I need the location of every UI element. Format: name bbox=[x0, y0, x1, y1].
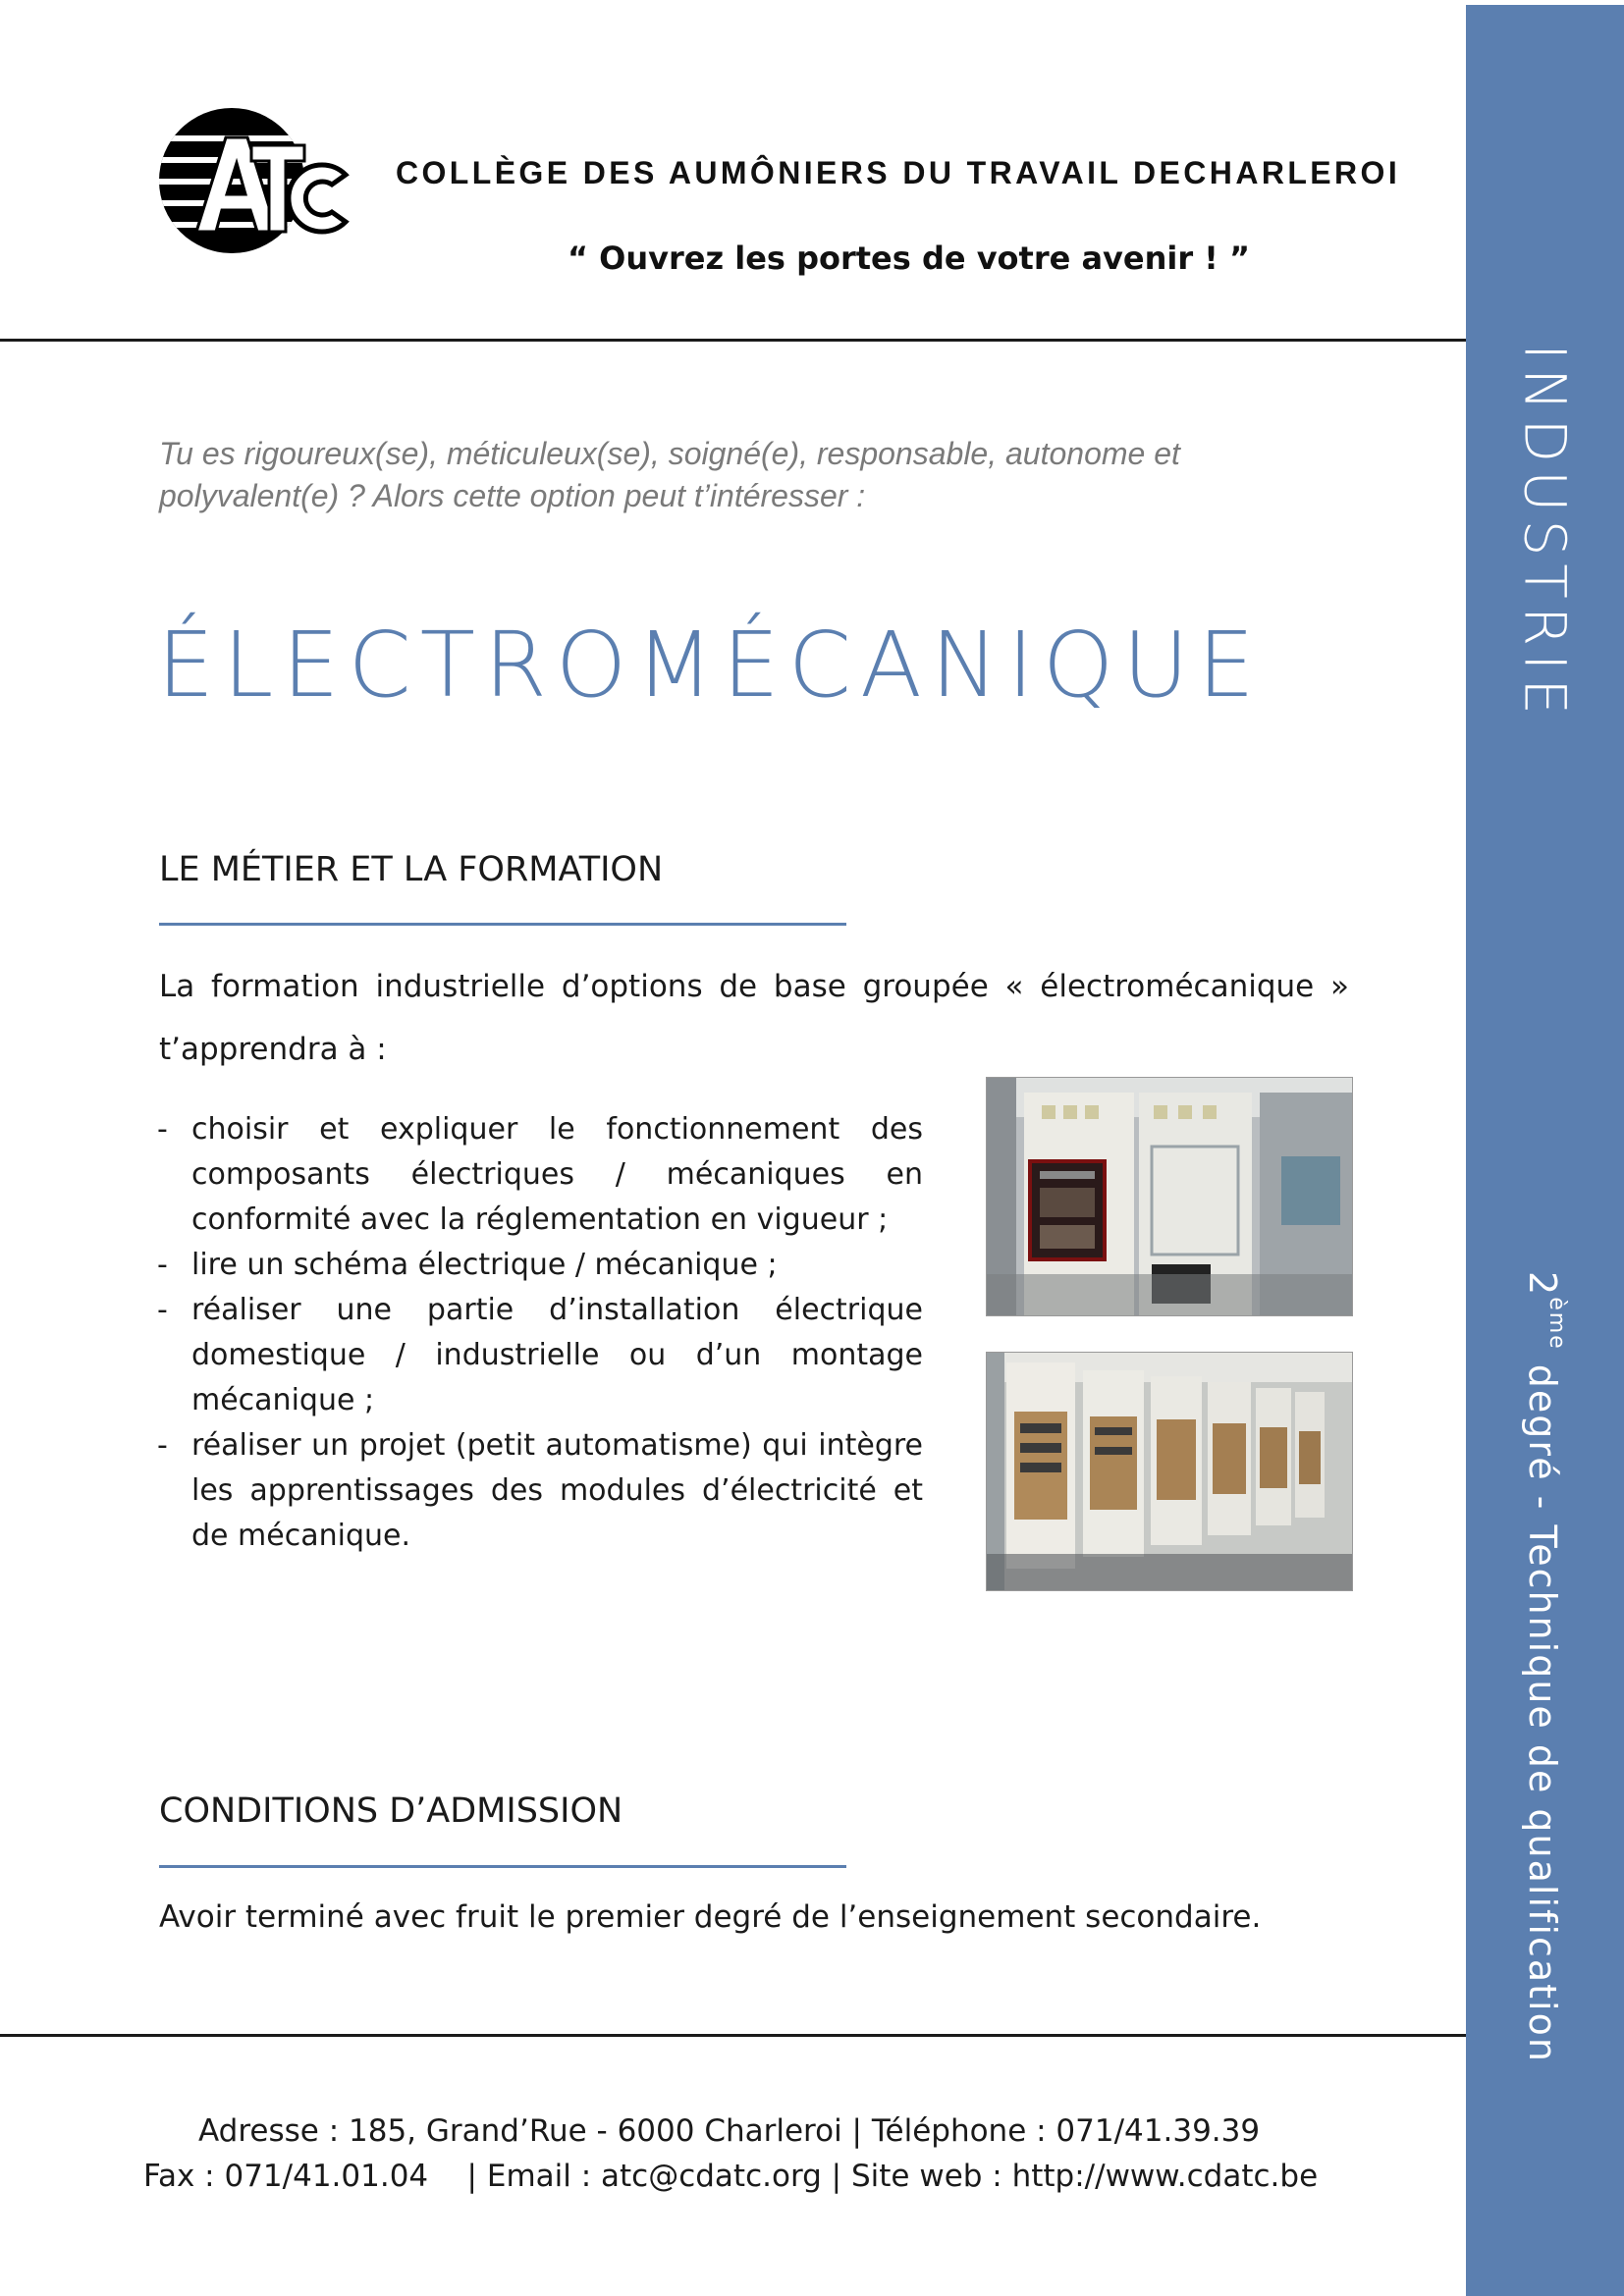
degree-sup: ème bbox=[1543, 1297, 1569, 1351]
footer-address: Adresse : 185, Grand’Rue - 6000 Charleroi | Téléphone : 071/41.39.39 bbox=[198, 2113, 1261, 2149]
side-degree-label bbox=[1521, 1271, 1569, 2063]
side-category-label: INDUSTRIE bbox=[1511, 344, 1579, 722]
admission-heading-underline bbox=[159, 1865, 846, 1868]
bullet-marker: - bbox=[157, 1293, 168, 1327]
training-heading: LE MÉTIER ET LA FORMATION bbox=[159, 850, 664, 889]
training-cabinets-photo bbox=[986, 1352, 1353, 1591]
training-heading-underline bbox=[159, 923, 846, 926]
bullet-marker: - bbox=[157, 1428, 168, 1463]
degree-number: 2 bbox=[1521, 1271, 1565, 1298]
electrical-panels-photo bbox=[986, 1077, 1353, 1316]
page-title: ÉLECTROMÉCANIQUE bbox=[157, 613, 1264, 718]
list-item-text: lire un schéma électrique / mécanique ; bbox=[191, 1248, 778, 1282]
list-item-text: réaliser une partie d’installation électrique domestique / industrielle ou d’un montage mécanique ; bbox=[191, 1293, 923, 1417]
degree-rest: degré - Technique de qualification bbox=[1521, 1350, 1565, 2063]
list-item bbox=[157, 1243, 923, 1288]
list-item-text: choisir et expliquer le fonctionnement des composants électriques / mécaniques en conformité avec la réglementation en vigueur ; bbox=[191, 1112, 923, 1237]
college-name: COLLÈGE DES AUMÔNIERS DU TRAVAIL DECHARLEROI bbox=[396, 155, 1401, 190]
side-band bbox=[1466, 5, 1624, 2296]
training-bullet-list bbox=[157, 1107, 923, 1559]
admission-heading: CONDITIONS D’ADMISSION bbox=[159, 1791, 623, 1831]
admission-text: Avoir terminé avec fruit le premier degré de l’enseignement secondaire. bbox=[159, 1899, 1262, 1935]
header-divider bbox=[0, 339, 1466, 342]
footer-contact: Fax : 071/41.01.04 | Email : atc@cdatc.org | Site web : http://www.cdatc.be bbox=[143, 2159, 1319, 2194]
slogan: “ Ouvrez les portes de votre avenir ! ” bbox=[567, 240, 1251, 277]
atc-logo bbox=[157, 106, 350, 255]
bullet-marker: - bbox=[157, 1248, 168, 1282]
list-item bbox=[157, 1107, 923, 1243]
training-lead: La formation industrielle d’options de base groupée « électromécanique » t’apprendra à : bbox=[159, 969, 1349, 1067]
intro-text: Tu es rigoureux(se), méticuleux(se), soigné(e), responsable, autonome et polyvalent(e) ? Alors cette option peut t’intéresser : bbox=[159, 436, 1180, 513]
list-item bbox=[157, 1423, 923, 1559]
list-item-text: réaliser un projet (petit automatisme) qui intègre les apprentissages des modules d’électricité et de mécanique. bbox=[191, 1428, 923, 1553]
list-item bbox=[157, 1288, 923, 1423]
footer-divider bbox=[0, 2034, 1466, 2037]
bullet-marker: - bbox=[157, 1112, 168, 1147]
